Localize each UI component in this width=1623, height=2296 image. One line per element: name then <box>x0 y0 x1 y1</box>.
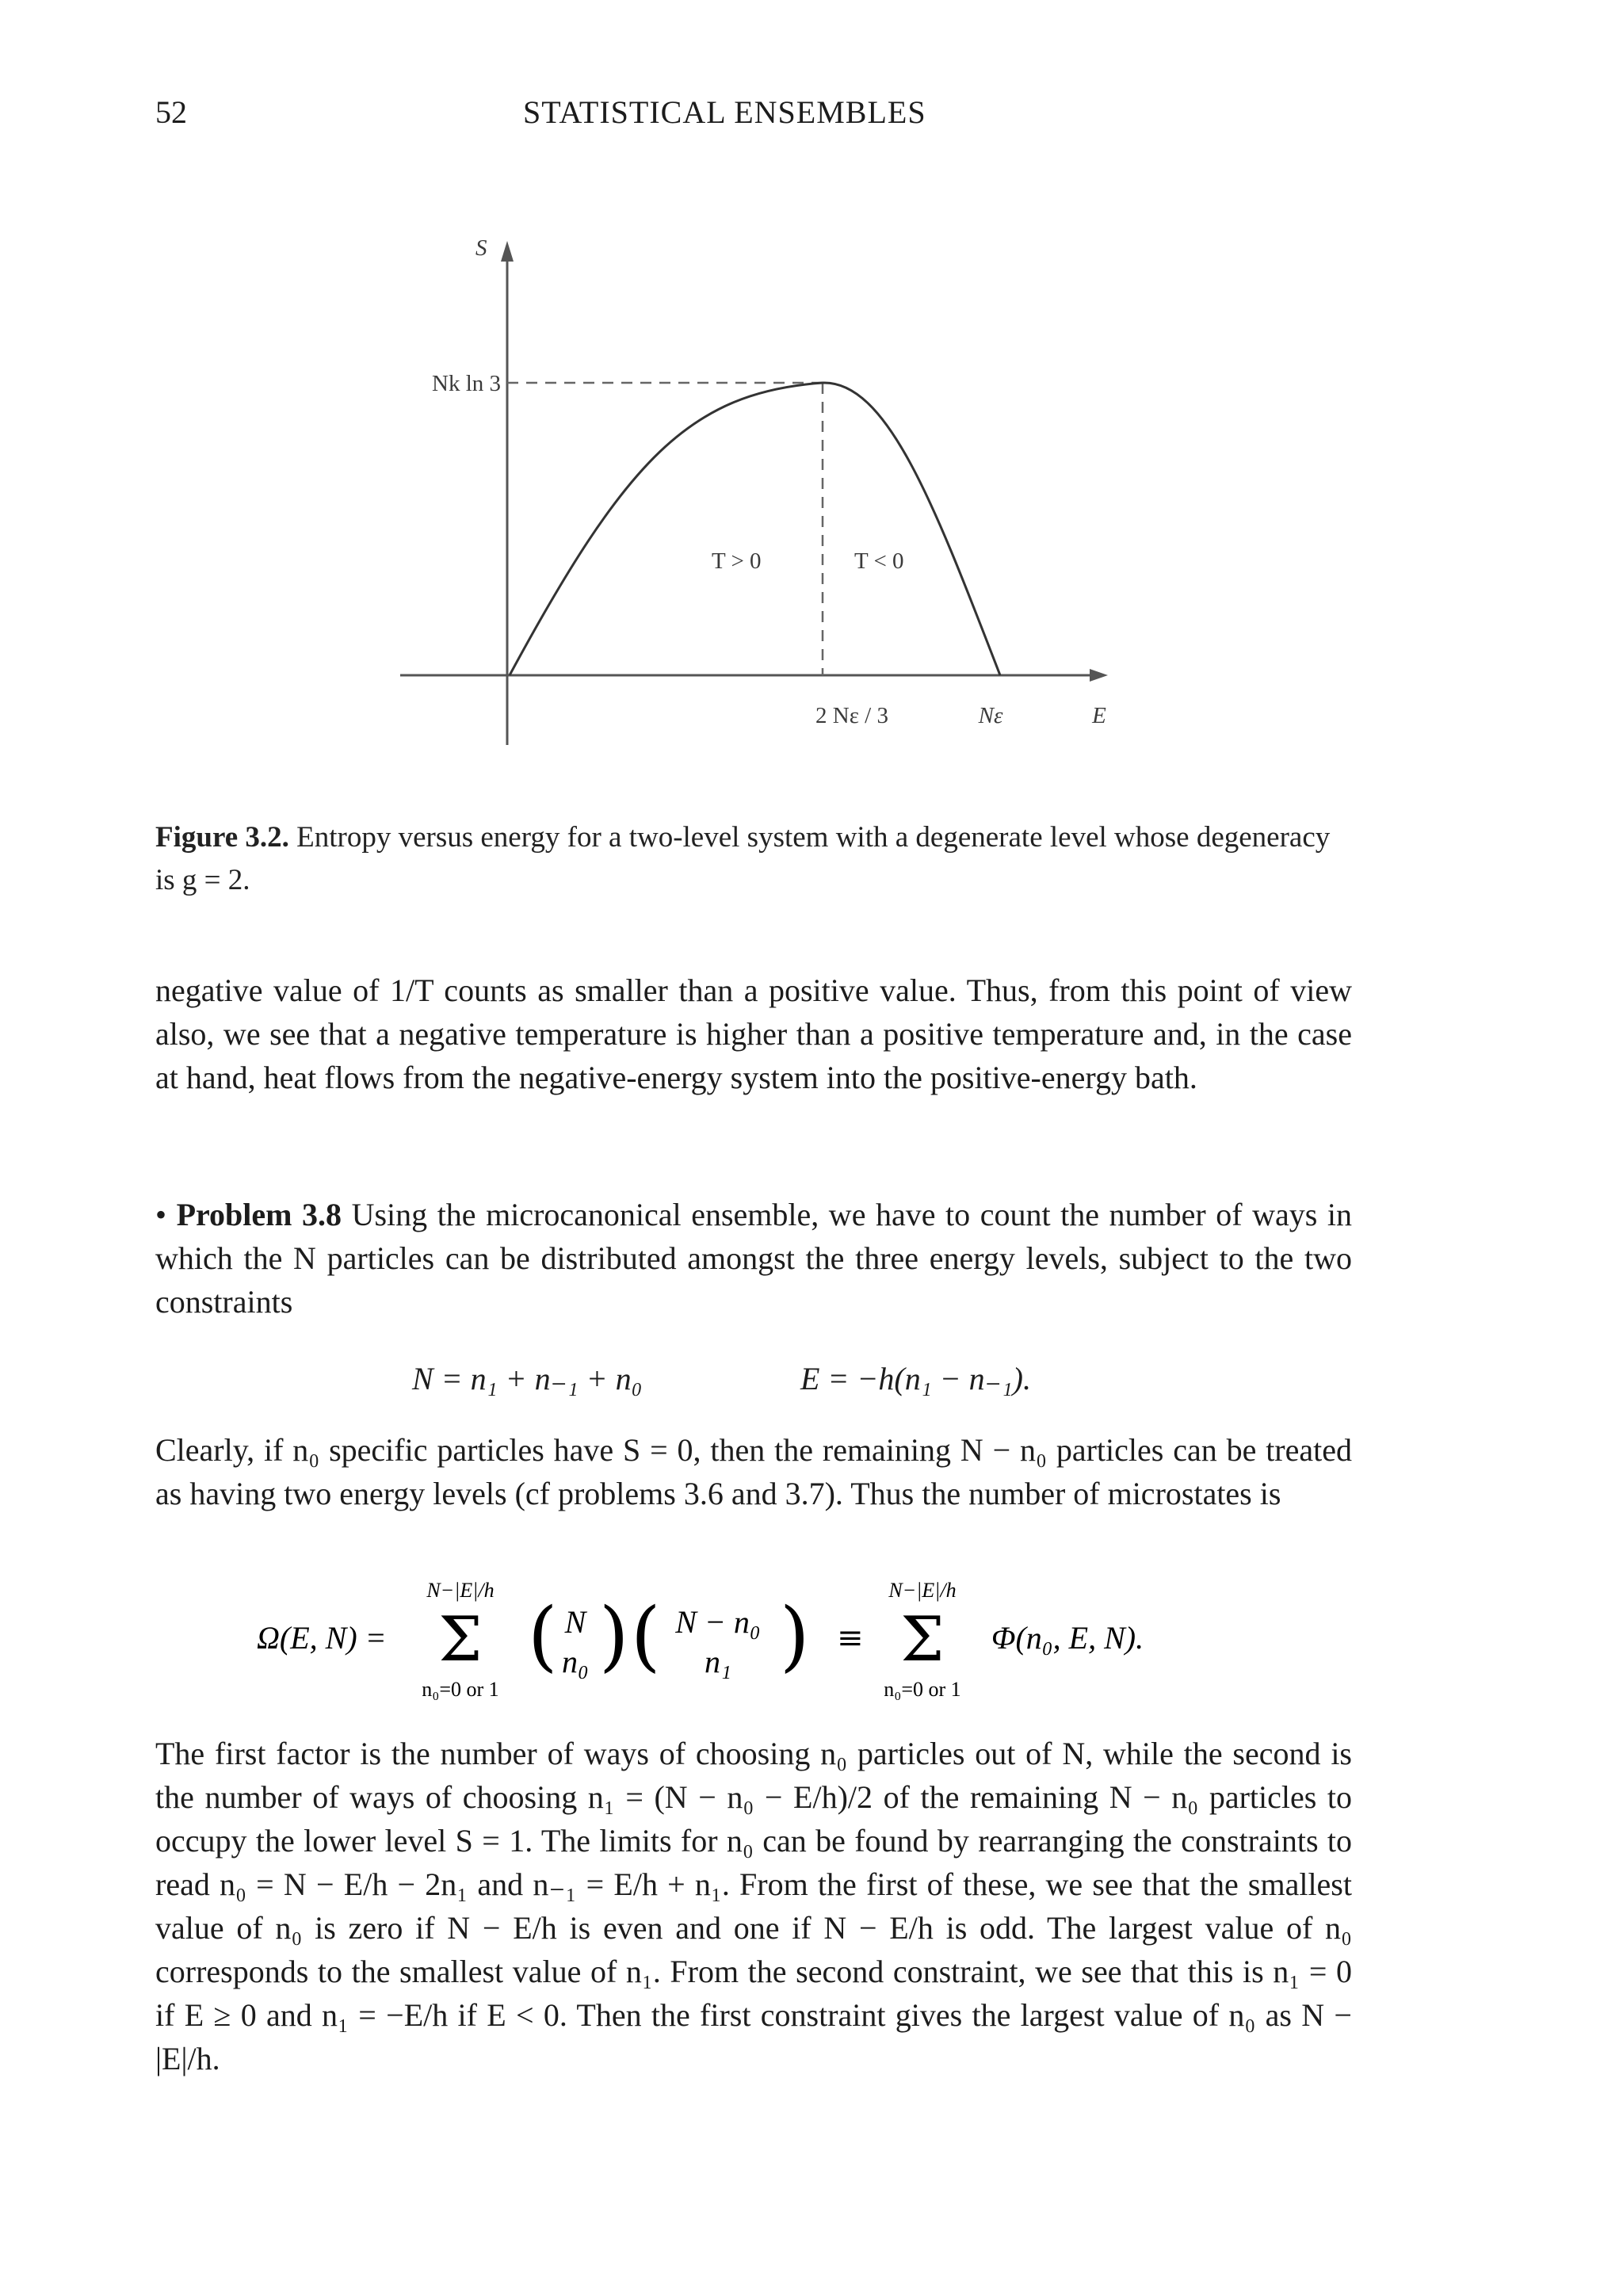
caption-label: Figure 3.2. <box>155 821 289 854</box>
problem-text: Using the microcanonical ensemble, we have to count the number of ways in which the N particles can be distributed amongst the three energy levels, subject to the two constraints <box>155 1197 1353 1320</box>
sum-upper-2: N−|E|/h <box>888 1579 957 1602</box>
sum-sign-2: Σ <box>900 1604 945 1675</box>
paragraph-4: The first factor is the number of ways of choosing n₀ particles out of N, while the second is the number of ways of choosing n₁ = (N − n₀ − E/h)/2 of the remaining N − n₀ particles to occupy the lower level S = 1. The limits for n₀ can be found by rearranging the constraints to read n₀ = N − E/h − 2n₁ and n₋₁ = E/h + n₁. From the first of these, we see that the smallest value of n₀ is zero if N − E/h is even and one if N − E/h is odd. The largest value of n₀ corresponds to the smallest value of n₁. From the second constraint, we see that this is n₁ = 0 if E ≥ 0 and n₁ = −E/h if E < 0. Then the first constraint gives the largest value of n₀ as N − |E|/h. <box>155 1736 1352 2076</box>
caption-text: Entropy versus energy for a two-level system with a degenerate level whose degeneracy is g = 2. <box>155 821 1331 896</box>
omega-equation <box>155 1573 1352 1708</box>
x-axis-arrow <box>1090 669 1108 682</box>
y-axis-label: S <box>475 235 487 261</box>
region-left-label: T > 0 <box>712 548 762 574</box>
entropy-curve <box>510 383 1000 675</box>
problem-3-8-paragraph <box>155 1193 1352 1324</box>
constraint-number: N = n₁ + n₋₁ + n₀ <box>412 1361 643 1396</box>
paragraph-3: Clearly, if n₀ specific particles have S = 0, then the remaining N − n₀ particles can be treated as having two energy levels (cf problems 3.6 and 3.7). Thus the number of microstates is <box>155 1432 1352 1511</box>
binom1-top: N <box>564 1604 586 1640</box>
binom2-left-paren: ( <box>631 1591 661 1680</box>
page-number: 52 <box>155 94 187 130</box>
x-axis-label: E <box>1092 703 1106 728</box>
binom2-top: N − n₀ <box>675 1604 761 1640</box>
bullet: • <box>155 1197 177 1232</box>
sum-upper-1: N−|E|/h <box>426 1579 495 1602</box>
binom2-bottom: n₁ <box>705 1644 731 1679</box>
sum-lower-1: n₀=0 or 1 <box>422 1678 499 1701</box>
tick-peak-label: 2 Nε / 3 <box>815 703 888 728</box>
constraint-energy: E = −h(n₁ − n₋₁). <box>800 1361 1031 1396</box>
level-label: Nk ln 3 <box>432 371 501 396</box>
binom1-left-paren: ( <box>528 1591 558 1680</box>
paragraph-1: negative value of 1/T counts as smaller than a positive value. Thus, from this point of view also, we see that a negative temperature is higher than a positive temperature and, in the case at hand, heat flows from the negative-energy system into the positive-energy bath. <box>155 972 1352 1095</box>
sum-sign-1: Σ <box>438 1604 483 1675</box>
tick-end-label: Nε <box>978 703 1003 728</box>
equiv-sign: ≡ <box>837 1620 864 1656</box>
omega-lhs: Ω(E, N) = <box>257 1620 387 1656</box>
region-right-label: T < 0 <box>854 548 904 574</box>
binom1-right-paren: ) <box>599 1591 629 1680</box>
binom1-bottom: n₀ <box>562 1644 589 1679</box>
running-title: STATISTICAL ENSEMBLES <box>523 94 926 130</box>
figure-caption <box>155 816 1352 902</box>
problem-label: Problem 3.8 <box>176 1197 342 1232</box>
phi-term: Φ(n₀, E, N). <box>991 1620 1144 1656</box>
entropy-energy-figure <box>0 222 1623 761</box>
y-axis-arrow <box>501 241 514 262</box>
sum-lower-2: n₀=0 or 1 <box>884 1678 961 1701</box>
binom2-right-paren: ) <box>780 1591 810 1680</box>
